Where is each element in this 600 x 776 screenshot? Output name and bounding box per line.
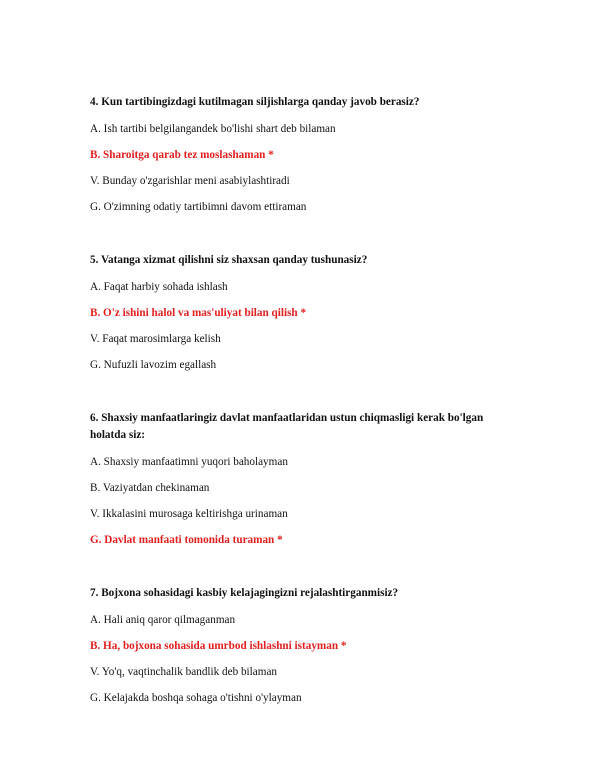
question-text: 7. Bojxona sohasidagi kasbiy kelajagingizni rejalashtirganmisiz? [90, 587, 399, 599]
question-text: 4. Kun tartibingizdagi kutilmagan siljishlarga qanday javob berasiz? [90, 96, 420, 108]
option-a: A. Faqat harbiy sohada ishlash [90, 281, 228, 293]
question-7 [90, 585, 510, 706]
option-b-correct: B. Ha, bojxona sohasida umrbod ishlashni istayman * [90, 640, 347, 652]
option-v: V. Ikkalasini murosaga keltirishga urinaman [90, 508, 288, 520]
question-text: 6. Shaxsiy manfaatlaringiz davlat manfaatlaridan ustun chiqmasligi kerak bo'lgan holatda siz: [90, 412, 484, 441]
question-4 [90, 94, 510, 215]
question-6 [90, 410, 510, 548]
option-g: G. O'zimning odatiy tartibimni davom ettiraman [90, 201, 307, 213]
question-5 [90, 252, 510, 373]
option-a: A. Hali aniq qaror qilmaganman [90, 614, 236, 626]
option-a: A. Ish tartibi belgilangandek bo'lishi shart deb bilaman [90, 123, 336, 135]
option-v: V. Yo'q, vaqtinchalik bandlik deb bilaman [90, 666, 278, 678]
question-text: 5. Vatanga xizmat qilishni siz shaxsan qanday tushunasiz? [90, 254, 368, 266]
option-a: A. Shaxsiy manfaatimni yuqori baholayman [90, 456, 288, 468]
option-g: G. Kelajakda boshqa sohaga o'tishni o'ylayman [90, 692, 302, 704]
option-g-correct: G. Davlat manfaati tomonida turaman * [90, 534, 283, 546]
option-b-correct: B. O'z ishini halol va mas'uliyat bilan qilish * [90, 307, 307, 319]
option-v: V. Bunday o'zgarishlar meni asabiylashtiradi [90, 175, 290, 187]
option-b: B. Vaziyatdan chekinaman [90, 482, 210, 494]
option-g: G. Nufuzli lavozim egallash [90, 359, 217, 371]
option-b-correct: B. Sharoitga qarab tez moslashaman * [90, 149, 274, 161]
option-v: V. Faqat marosimlarga kelish [90, 333, 221, 345]
